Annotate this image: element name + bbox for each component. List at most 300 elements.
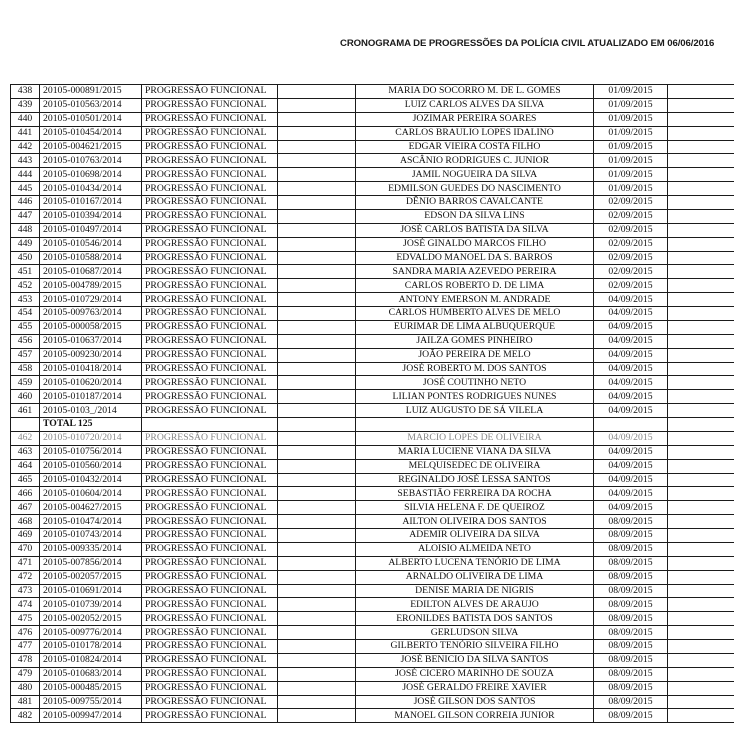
row-number: 471 <box>11 556 40 570</box>
progression-type: PROGRESSÃO FUNCIONAL <box>142 542 278 556</box>
blank-cell <box>278 320 356 334</box>
table-row <box>11 209 734 223</box>
process-number: 20105-010743/2014 <box>40 529 142 543</box>
employee-name: JAILZA GOMES PINHEIRO <box>356 334 594 348</box>
blank-cell <box>668 584 734 598</box>
row-number: 441 <box>11 126 40 140</box>
process-number: 20105-002057/2015 <box>40 570 142 584</box>
blank-cell <box>668 542 734 556</box>
blank-cell <box>668 126 734 140</box>
process-number: 20105-010546/2014 <box>40 237 142 251</box>
progression-type: PROGRESSÃO FUNCIONAL <box>142 168 278 182</box>
progression-type: PROGRESSÃO FUNCIONAL <box>142 404 278 418</box>
progression-date: 08/09/2015 <box>594 709 668 723</box>
progression-type: PROGRESSÃO FUNCIONAL <box>142 681 278 695</box>
progression-date: 01/09/2015 <box>594 85 668 99</box>
blank-cell <box>668 501 734 515</box>
table-row <box>11 640 734 654</box>
employee-name: GERLUDSON SILVA <box>356 626 594 640</box>
blank-cell <box>278 584 356 598</box>
table-row <box>11 168 734 182</box>
row-number: 468 <box>11 515 40 529</box>
progression-type: PROGRESSÃO FUNCIONAL <box>142 570 278 584</box>
progression-type: PROGRESSÃO FUNCIONAL <box>142 293 278 307</box>
blank-cell <box>668 98 734 112</box>
blank-cell <box>278 223 356 237</box>
progression-date: 08/09/2015 <box>594 598 668 612</box>
progression-type <box>142 418 278 432</box>
row-number: 482 <box>11 709 40 723</box>
row-number: 480 <box>11 681 40 695</box>
progression-type: PROGRESSÃO FUNCIONAL <box>142 487 278 501</box>
table-row <box>11 501 734 515</box>
blank-cell <box>278 431 356 445</box>
employee-name: MANOEL GILSON CORREIA JUNIOR <box>356 709 594 723</box>
progression-type: PROGRESSÃO FUNCIONAL <box>142 223 278 237</box>
process-number: 20105-010563/2014 <box>40 98 142 112</box>
progression-date: 01/09/2015 <box>594 112 668 126</box>
row-number: 449 <box>11 237 40 251</box>
progression-date: 04/09/2015 <box>594 293 668 307</box>
employee-name: MARIA DO SOCORRO M. DE L. GOMES <box>356 85 594 99</box>
process-number: TOTAL 125 <box>40 418 142 432</box>
row-number: 453 <box>11 293 40 307</box>
employee-name: MARCIO LOPES DE OLIVEIRA <box>356 431 594 445</box>
blank-cell <box>668 612 734 626</box>
table-row <box>11 112 734 126</box>
blank-cell <box>278 98 356 112</box>
progression-type: PROGRESSÃO FUNCIONAL <box>142 362 278 376</box>
progression-date: 02/09/2015 <box>594 251 668 265</box>
row-number: 478 <box>11 653 40 667</box>
row-number: 458 <box>11 362 40 376</box>
row-number: 481 <box>11 695 40 709</box>
progression-type: PROGRESSÃO FUNCIONAL <box>142 376 278 390</box>
blank-cell <box>278 473 356 487</box>
process-number: 20105-010729/2014 <box>40 293 142 307</box>
progression-date: 08/09/2015 <box>594 584 668 598</box>
table-row <box>11 542 734 556</box>
blank-cell <box>278 85 356 99</box>
employee-name: JOÃO PEREIRA DE MELO <box>356 348 594 362</box>
blank-cell <box>278 653 356 667</box>
row-number: 440 <box>11 112 40 126</box>
employee-name: LILIAN PONTES RODRIGUES NUNES <box>356 390 594 404</box>
table-row <box>11 196 734 210</box>
row-number: 465 <box>11 473 40 487</box>
progression-type: PROGRESSÃO FUNCIONAL <box>142 126 278 140</box>
blank-cell <box>278 293 356 307</box>
progression-date: 04/09/2015 <box>594 390 668 404</box>
progression-type: PROGRESSÃO FUNCIONAL <box>142 265 278 279</box>
table-row <box>11 293 734 307</box>
progression-date: 08/09/2015 <box>594 681 668 695</box>
progression-date: 04/09/2015 <box>594 376 668 390</box>
blank-cell <box>668 640 734 654</box>
progression-type: PROGRESSÃO FUNCIONAL <box>142 529 278 543</box>
progression-type: PROGRESSÃO FUNCIONAL <box>142 501 278 515</box>
row-number: 466 <box>11 487 40 501</box>
employee-name: EDMILSON GUEDES DO NASCIMENTO <box>356 182 594 196</box>
row-number: 460 <box>11 390 40 404</box>
employee-name: JOSÉ COUTINHO NETO <box>356 376 594 390</box>
table-row <box>11 584 734 598</box>
row-number <box>11 418 40 432</box>
blank-cell <box>278 612 356 626</box>
table-row <box>11 85 734 99</box>
document-title: CRONOGRAMA DE PROGRESSÕES DA POLÍCIA CIVIL ATUALIZADO EM 06/06/2016 <box>340 38 715 49</box>
table-row <box>11 626 734 640</box>
process-number: 20105-002052/2015 <box>40 612 142 626</box>
progression-type: PROGRESSÃO FUNCIONAL <box>142 709 278 723</box>
row-number: 475 <box>11 612 40 626</box>
blank-cell <box>278 626 356 640</box>
process-number: 20105-010620/2014 <box>40 376 142 390</box>
progression-type: PROGRESSÃO FUNCIONAL <box>142 653 278 667</box>
employee-name: SILVIA HELENA F. DE QUEIROZ <box>356 501 594 515</box>
progression-date: 08/09/2015 <box>594 570 668 584</box>
progression-type: PROGRESSÃO FUNCIONAL <box>142 320 278 334</box>
row-number: 459 <box>11 376 40 390</box>
row-number: 451 <box>11 265 40 279</box>
blank-cell <box>278 279 356 293</box>
row-number: 454 <box>11 307 40 321</box>
process-number: 20105-009335/2014 <box>40 542 142 556</box>
row-number: 447 <box>11 209 40 223</box>
employee-name: JOSÉ GERALDO FREIRE XAVIER <box>356 681 594 695</box>
blank-cell <box>278 404 356 418</box>
progression-type: PROGRESSÃO FUNCIONAL <box>142 98 278 112</box>
row-number: 462 <box>11 431 40 445</box>
table-row <box>11 279 734 293</box>
blank-cell <box>278 140 356 154</box>
process-number: 20105-010739/2014 <box>40 598 142 612</box>
progression-type: PROGRESSÃO FUNCIONAL <box>142 251 278 265</box>
table-row <box>11 376 734 390</box>
row-number: 445 <box>11 182 40 196</box>
blank-cell <box>668 681 734 695</box>
progression-date: 01/09/2015 <box>594 154 668 168</box>
blank-cell <box>668 570 734 584</box>
progression-date: 08/09/2015 <box>594 626 668 640</box>
blank-cell <box>668 334 734 348</box>
blank-cell <box>278 695 356 709</box>
blank-cell <box>278 237 356 251</box>
progression-type: PROGRESSÃO FUNCIONAL <box>142 279 278 293</box>
progression-type: PROGRESSÃO FUNCIONAL <box>142 667 278 681</box>
row-number: 469 <box>11 529 40 543</box>
blank-cell <box>278 376 356 390</box>
process-number: 20105-010394/2014 <box>40 209 142 223</box>
blank-cell <box>668 209 734 223</box>
employee-name: JOSÉ CARLOS BATISTA DA SILVA <box>356 223 594 237</box>
table-row <box>11 695 734 709</box>
progression-type: PROGRESSÃO FUNCIONAL <box>142 307 278 321</box>
row-number: 450 <box>11 251 40 265</box>
employee-name: ADEMIR OLIVEIRA DA SILVA <box>356 529 594 543</box>
process-number: 20105-010432/2014 <box>40 473 142 487</box>
row-number: 455 <box>11 320 40 334</box>
row-number: 473 <box>11 584 40 598</box>
process-number: 20105-010637/2014 <box>40 334 142 348</box>
blank-cell <box>668 695 734 709</box>
employee-name: REGINALDO JOSÉ LESSA SANTOS <box>356 473 594 487</box>
row-number: 474 <box>11 598 40 612</box>
progression-date: 08/09/2015 <box>594 612 668 626</box>
blank-cell <box>278 307 356 321</box>
table-row <box>11 265 734 279</box>
row-number: 456 <box>11 334 40 348</box>
process-number: 20105-004621/2015 <box>40 140 142 154</box>
progression-type: PROGRESSÃO FUNCIONAL <box>142 390 278 404</box>
process-number: 20105-010604/2014 <box>40 487 142 501</box>
table-row <box>11 182 734 196</box>
employee-name: LUIZ AUGUSTO DE SÁ VILELA <box>356 404 594 418</box>
blank-cell <box>668 418 734 432</box>
progression-date: 08/09/2015 <box>594 667 668 681</box>
row-number: 477 <box>11 640 40 654</box>
table-row <box>11 126 734 140</box>
progression-date: 04/09/2015 <box>594 362 668 376</box>
employee-name: ALOISIO ALMEIDA NETO <box>356 542 594 556</box>
table-row <box>11 529 734 543</box>
table-row <box>11 404 734 418</box>
blank-cell <box>668 445 734 459</box>
row-number: 452 <box>11 279 40 293</box>
blank-cell <box>668 515 734 529</box>
blank-cell <box>668 140 734 154</box>
table-row <box>11 237 734 251</box>
employee-name: CARLOS HUMBERTO ALVES DE MELO <box>356 307 594 321</box>
blank-cell <box>668 168 734 182</box>
process-number: 20105-009230/2014 <box>40 348 142 362</box>
blank-cell <box>668 293 734 307</box>
blank-cell <box>668 362 734 376</box>
progression-type: PROGRESSÃO FUNCIONAL <box>142 209 278 223</box>
employee-name: ASCÂNIO RODRIGUES C. JUNIOR <box>356 154 594 168</box>
blank-cell <box>278 640 356 654</box>
table-row <box>11 362 734 376</box>
progression-type: PROGRESSÃO FUNCIONAL <box>142 431 278 445</box>
progression-type: PROGRESSÃO FUNCIONAL <box>142 626 278 640</box>
progression-date: 02/09/2015 <box>594 265 668 279</box>
blank-cell <box>278 501 356 515</box>
row-number: 444 <box>11 168 40 182</box>
blank-cell <box>278 209 356 223</box>
progression-type: PROGRESSÃO FUNCIONAL <box>142 237 278 251</box>
employee-name: JAMIL NOGUEIRA DA SILVA <box>356 168 594 182</box>
table-row <box>11 348 734 362</box>
blank-cell <box>278 251 356 265</box>
process-number: 20105-004627/2015 <box>40 501 142 515</box>
process-number: 20105-010720/2014 <box>40 431 142 445</box>
blank-cell <box>668 307 734 321</box>
blank-cell <box>668 85 734 99</box>
row-number: 467 <box>11 501 40 515</box>
progression-type: PROGRESSÃO FUNCIONAL <box>142 334 278 348</box>
progression-type: PROGRESSÃO FUNCIONAL <box>142 140 278 154</box>
blank-cell <box>668 709 734 723</box>
progression-date: 02/09/2015 <box>594 223 668 237</box>
row-number: 442 <box>11 140 40 154</box>
blank-cell <box>668 473 734 487</box>
blank-cell <box>668 404 734 418</box>
employee-name: CARLOS BRAULIO LOPES IDALINO <box>356 126 594 140</box>
progression-type: PROGRESSÃO FUNCIONAL <box>142 695 278 709</box>
progression-date: 01/09/2015 <box>594 126 668 140</box>
blank-cell <box>278 529 356 543</box>
blank-cell <box>668 265 734 279</box>
blank-cell <box>668 529 734 543</box>
employee-name: SANDRA MARIA AZEVEDO PEREIRA <box>356 265 594 279</box>
employee-name: GILBERTO TENÓRIO SILVEIRA FILHO <box>356 640 594 654</box>
row-number: 479 <box>11 667 40 681</box>
progression-date: 04/09/2015 <box>594 404 668 418</box>
table-row <box>11 431 734 445</box>
progression-type: PROGRESSÃO FUNCIONAL <box>142 515 278 529</box>
progression-type: PROGRESSÃO FUNCIONAL <box>142 112 278 126</box>
process-number: 20105-010434/2014 <box>40 182 142 196</box>
progression-type: PROGRESSÃO FUNCIONAL <box>142 154 278 168</box>
progression-type: PROGRESSÃO FUNCIONAL <box>142 612 278 626</box>
table-row <box>11 154 734 168</box>
blank-cell <box>668 196 734 210</box>
progression-type: PROGRESSÃO FUNCIONAL <box>142 196 278 210</box>
process-number: 20105-000891/2015 <box>40 85 142 99</box>
process-number: 20105-010497/2014 <box>40 223 142 237</box>
table-row <box>11 459 734 473</box>
row-number: 438 <box>11 85 40 99</box>
process-number: 20105-010560/2014 <box>40 459 142 473</box>
blank-cell <box>278 542 356 556</box>
process-number: 20105-010691/2014 <box>40 584 142 598</box>
row-number: 443 <box>11 154 40 168</box>
blank-cell <box>278 598 356 612</box>
progression-date: 01/09/2015 <box>594 182 668 196</box>
blank-cell <box>278 362 356 376</box>
process-number: 20105-0103_/2014 <box>40 404 142 418</box>
row-number: 448 <box>11 223 40 237</box>
progression-date: 04/09/2015 <box>594 487 668 501</box>
progression-date: 04/09/2015 <box>594 348 668 362</box>
blank-cell <box>668 376 734 390</box>
blank-cell <box>668 459 734 473</box>
employee-name: ANTONY EMERSON M. ANDRADE <box>356 293 594 307</box>
employee-name: SEBASTIÃO FERREIRA DA ROCHA <box>356 487 594 501</box>
progression-date: 08/09/2015 <box>594 653 668 667</box>
progression-type: PROGRESSÃO FUNCIONAL <box>142 473 278 487</box>
table-row <box>11 556 734 570</box>
progression-type: PROGRESSÃO FUNCIONAL <box>142 556 278 570</box>
row-number: 446 <box>11 196 40 210</box>
blank-cell <box>668 251 734 265</box>
progression-date: 02/09/2015 <box>594 196 668 210</box>
employee-name <box>356 418 594 432</box>
employee-name: EURIMAR DE LIMA ALBUQUERQUE <box>356 320 594 334</box>
row-number: 461 <box>11 404 40 418</box>
blank-cell <box>278 334 356 348</box>
process-number: 20105-010501/2014 <box>40 112 142 126</box>
employee-name: JOSÉ GINALDO MARCOS FILHO <box>356 237 594 251</box>
table-row <box>11 515 734 529</box>
progression-type: PROGRESSÃO FUNCIONAL <box>142 598 278 612</box>
process-number: 20105-010756/2014 <box>40 445 142 459</box>
blank-cell <box>278 556 356 570</box>
blank-cell <box>668 626 734 640</box>
process-number: 20105-010418/2014 <box>40 362 142 376</box>
table-row <box>11 612 734 626</box>
table-total-row <box>11 418 734 432</box>
progression-type: PROGRESSÃO FUNCIONAL <box>142 584 278 598</box>
blank-cell <box>668 348 734 362</box>
blank-cell <box>278 487 356 501</box>
blank-cell <box>668 112 734 126</box>
process-number: 20105-010178/2014 <box>40 640 142 654</box>
blank-cell <box>668 667 734 681</box>
table-row <box>11 445 734 459</box>
table-row <box>11 251 734 265</box>
table-row <box>11 390 734 404</box>
blank-cell <box>278 681 356 695</box>
employee-name: EDSON DA SILVA LINS <box>356 209 594 223</box>
blank-cell <box>278 418 356 432</box>
process-number: 20105-000485/2015 <box>40 681 142 695</box>
employee-name: CARLOS ROBERTO D. DE LIMA <box>356 279 594 293</box>
table-row <box>11 487 734 501</box>
employee-name: ALBERTO LUCENA TENÓRIO DE LIMA <box>356 556 594 570</box>
progression-date: 04/09/2015 <box>594 307 668 321</box>
process-number: 20105-009763/2014 <box>40 307 142 321</box>
progression-type: PROGRESSÃO FUNCIONAL <box>142 640 278 654</box>
progression-type: PROGRESSÃO FUNCIONAL <box>142 348 278 362</box>
employee-name: EDILTON ALVES DE ARAUJO <box>356 598 594 612</box>
employee-name: MARIA LUCIENE VIANA DA SILVA <box>356 445 594 459</box>
table-row <box>11 473 734 487</box>
progression-date: 02/09/2015 <box>594 279 668 293</box>
blank-cell <box>668 390 734 404</box>
employee-name: JOSÉ GILSON DOS SANTOS <box>356 695 594 709</box>
employee-name: JOSÉ CICERO MARINHO DE SOUZA <box>356 667 594 681</box>
blank-cell <box>278 168 356 182</box>
blank-cell <box>278 154 356 168</box>
process-number: 20105-010698/2014 <box>40 168 142 182</box>
blank-cell <box>278 390 356 404</box>
process-number: 20105-000058/2015 <box>40 320 142 334</box>
process-number: 20105-010454/2014 <box>40 126 142 140</box>
employee-name: LUIZ CARLOS ALVES DA SILVA <box>356 98 594 112</box>
progression-date: 08/09/2015 <box>594 640 668 654</box>
progression-type: PROGRESSÃO FUNCIONAL <box>142 459 278 473</box>
process-number: 20105-009755/2014 <box>40 695 142 709</box>
progression-date: 08/09/2015 <box>594 695 668 709</box>
process-number: 20105-010167/2014 <box>40 196 142 210</box>
progression-date: 04/09/2015 <box>594 320 668 334</box>
employee-name: MELQUISEDEC DE OLIVEIRA <box>356 459 594 473</box>
blank-cell <box>278 667 356 681</box>
blank-cell <box>668 598 734 612</box>
table-row <box>11 334 734 348</box>
table-row <box>11 307 734 321</box>
process-number: 20105-010683/2014 <box>40 667 142 681</box>
progression-date: 02/09/2015 <box>594 209 668 223</box>
employee-name: DENISE MARIA DE NIGRIS <box>356 584 594 598</box>
employee-name: ARNALDO OLIVEIRA DE LIMA <box>356 570 594 584</box>
blank-cell <box>278 445 356 459</box>
table-row <box>11 598 734 612</box>
progression-type: PROGRESSÃO FUNCIONAL <box>142 445 278 459</box>
blank-cell <box>278 126 356 140</box>
blank-cell <box>278 265 356 279</box>
